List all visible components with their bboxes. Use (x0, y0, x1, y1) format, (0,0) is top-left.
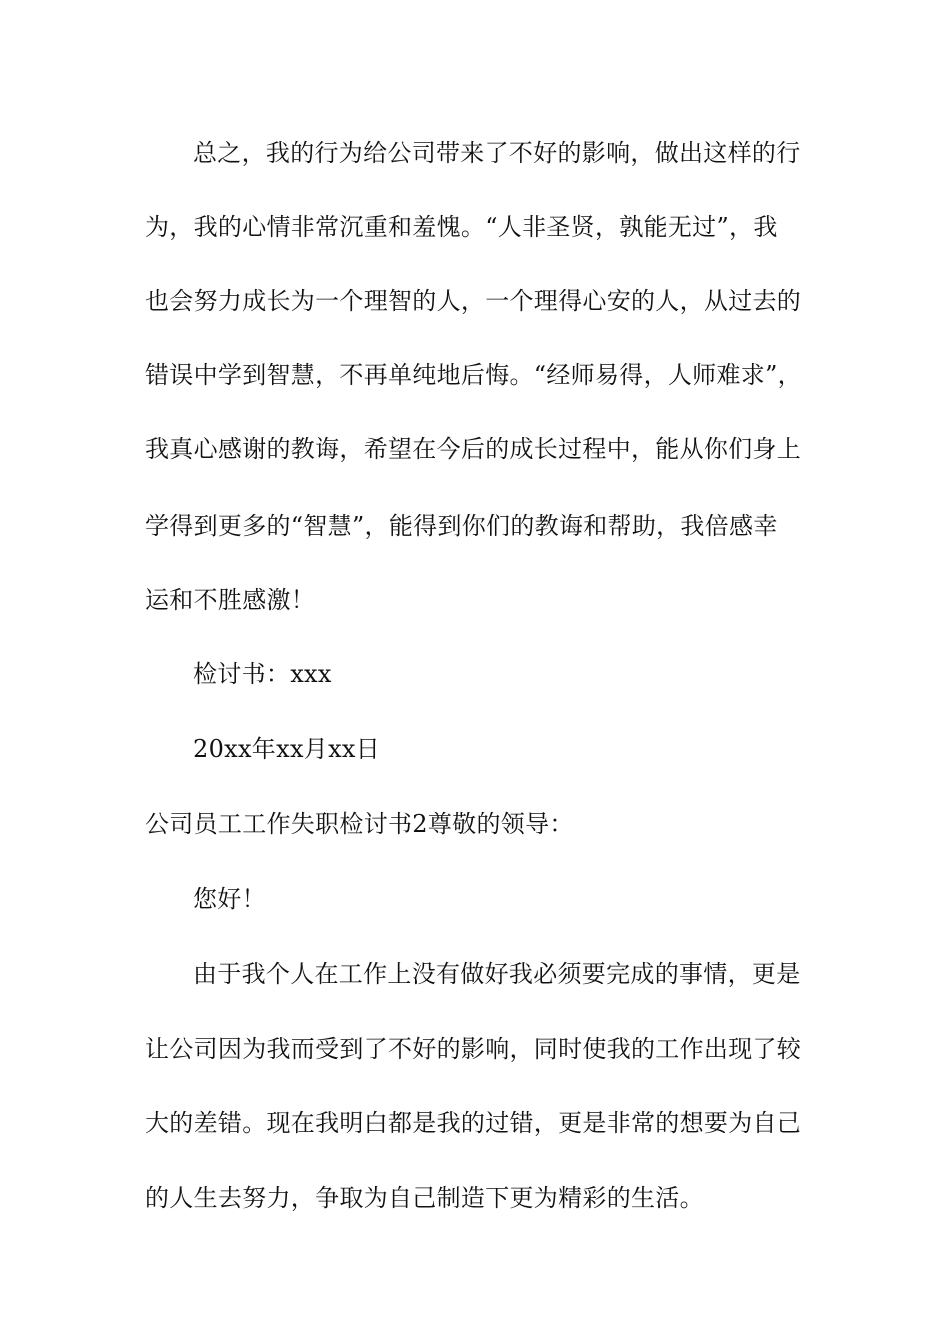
section-heading: 公司员工工作失职检讨书2尊敬的领导： (145, 810, 574, 838)
paragraph-line: 运和不胜感激！ (145, 586, 316, 614)
paragraph-line: 我真心感谢的教诲，希望在今后的成长过程中，能从你们身上 (145, 435, 802, 463)
paragraph-line: 学得到更多的“智慧”，能得到你们的教诲和帮助，我倍感幸 (145, 512, 778, 540)
paragraph-line: 也会努力成长为一个理智的人，一个理得心安的人，从过去的 (145, 287, 802, 315)
paragraph-line: 由于我个人在工作上没有做好我必须要完成的事情，更是 (193, 960, 801, 988)
paragraph-line: 的人生去努力，争取为自己制造下更为精彩的生活。 (145, 1184, 704, 1212)
greeting: 您好！ (193, 885, 266, 913)
signature: 检讨书：xxx (193, 660, 332, 688)
paragraph-line: 错误中学到智慧，不再单纯地后悔。“经师易得，人师难求”， (145, 361, 802, 389)
paragraph-line: 总之，我的行为给公司带来了不好的影响，做出这样的行 (193, 139, 801, 167)
paragraph-line: 大的差错。现在我明白都是我的过错，更是非常的想要为自己 (145, 1109, 802, 1137)
date: 20xx年xx月xx日 (193, 735, 381, 763)
paragraph-line: 为，我的心情非常沉重和羞愧。“人非圣贤，孰能无过”，我 (145, 213, 778, 241)
paragraph-line: 让公司因为我而受到了不好的影响，同时使我的工作出现了较 (145, 1035, 802, 1063)
